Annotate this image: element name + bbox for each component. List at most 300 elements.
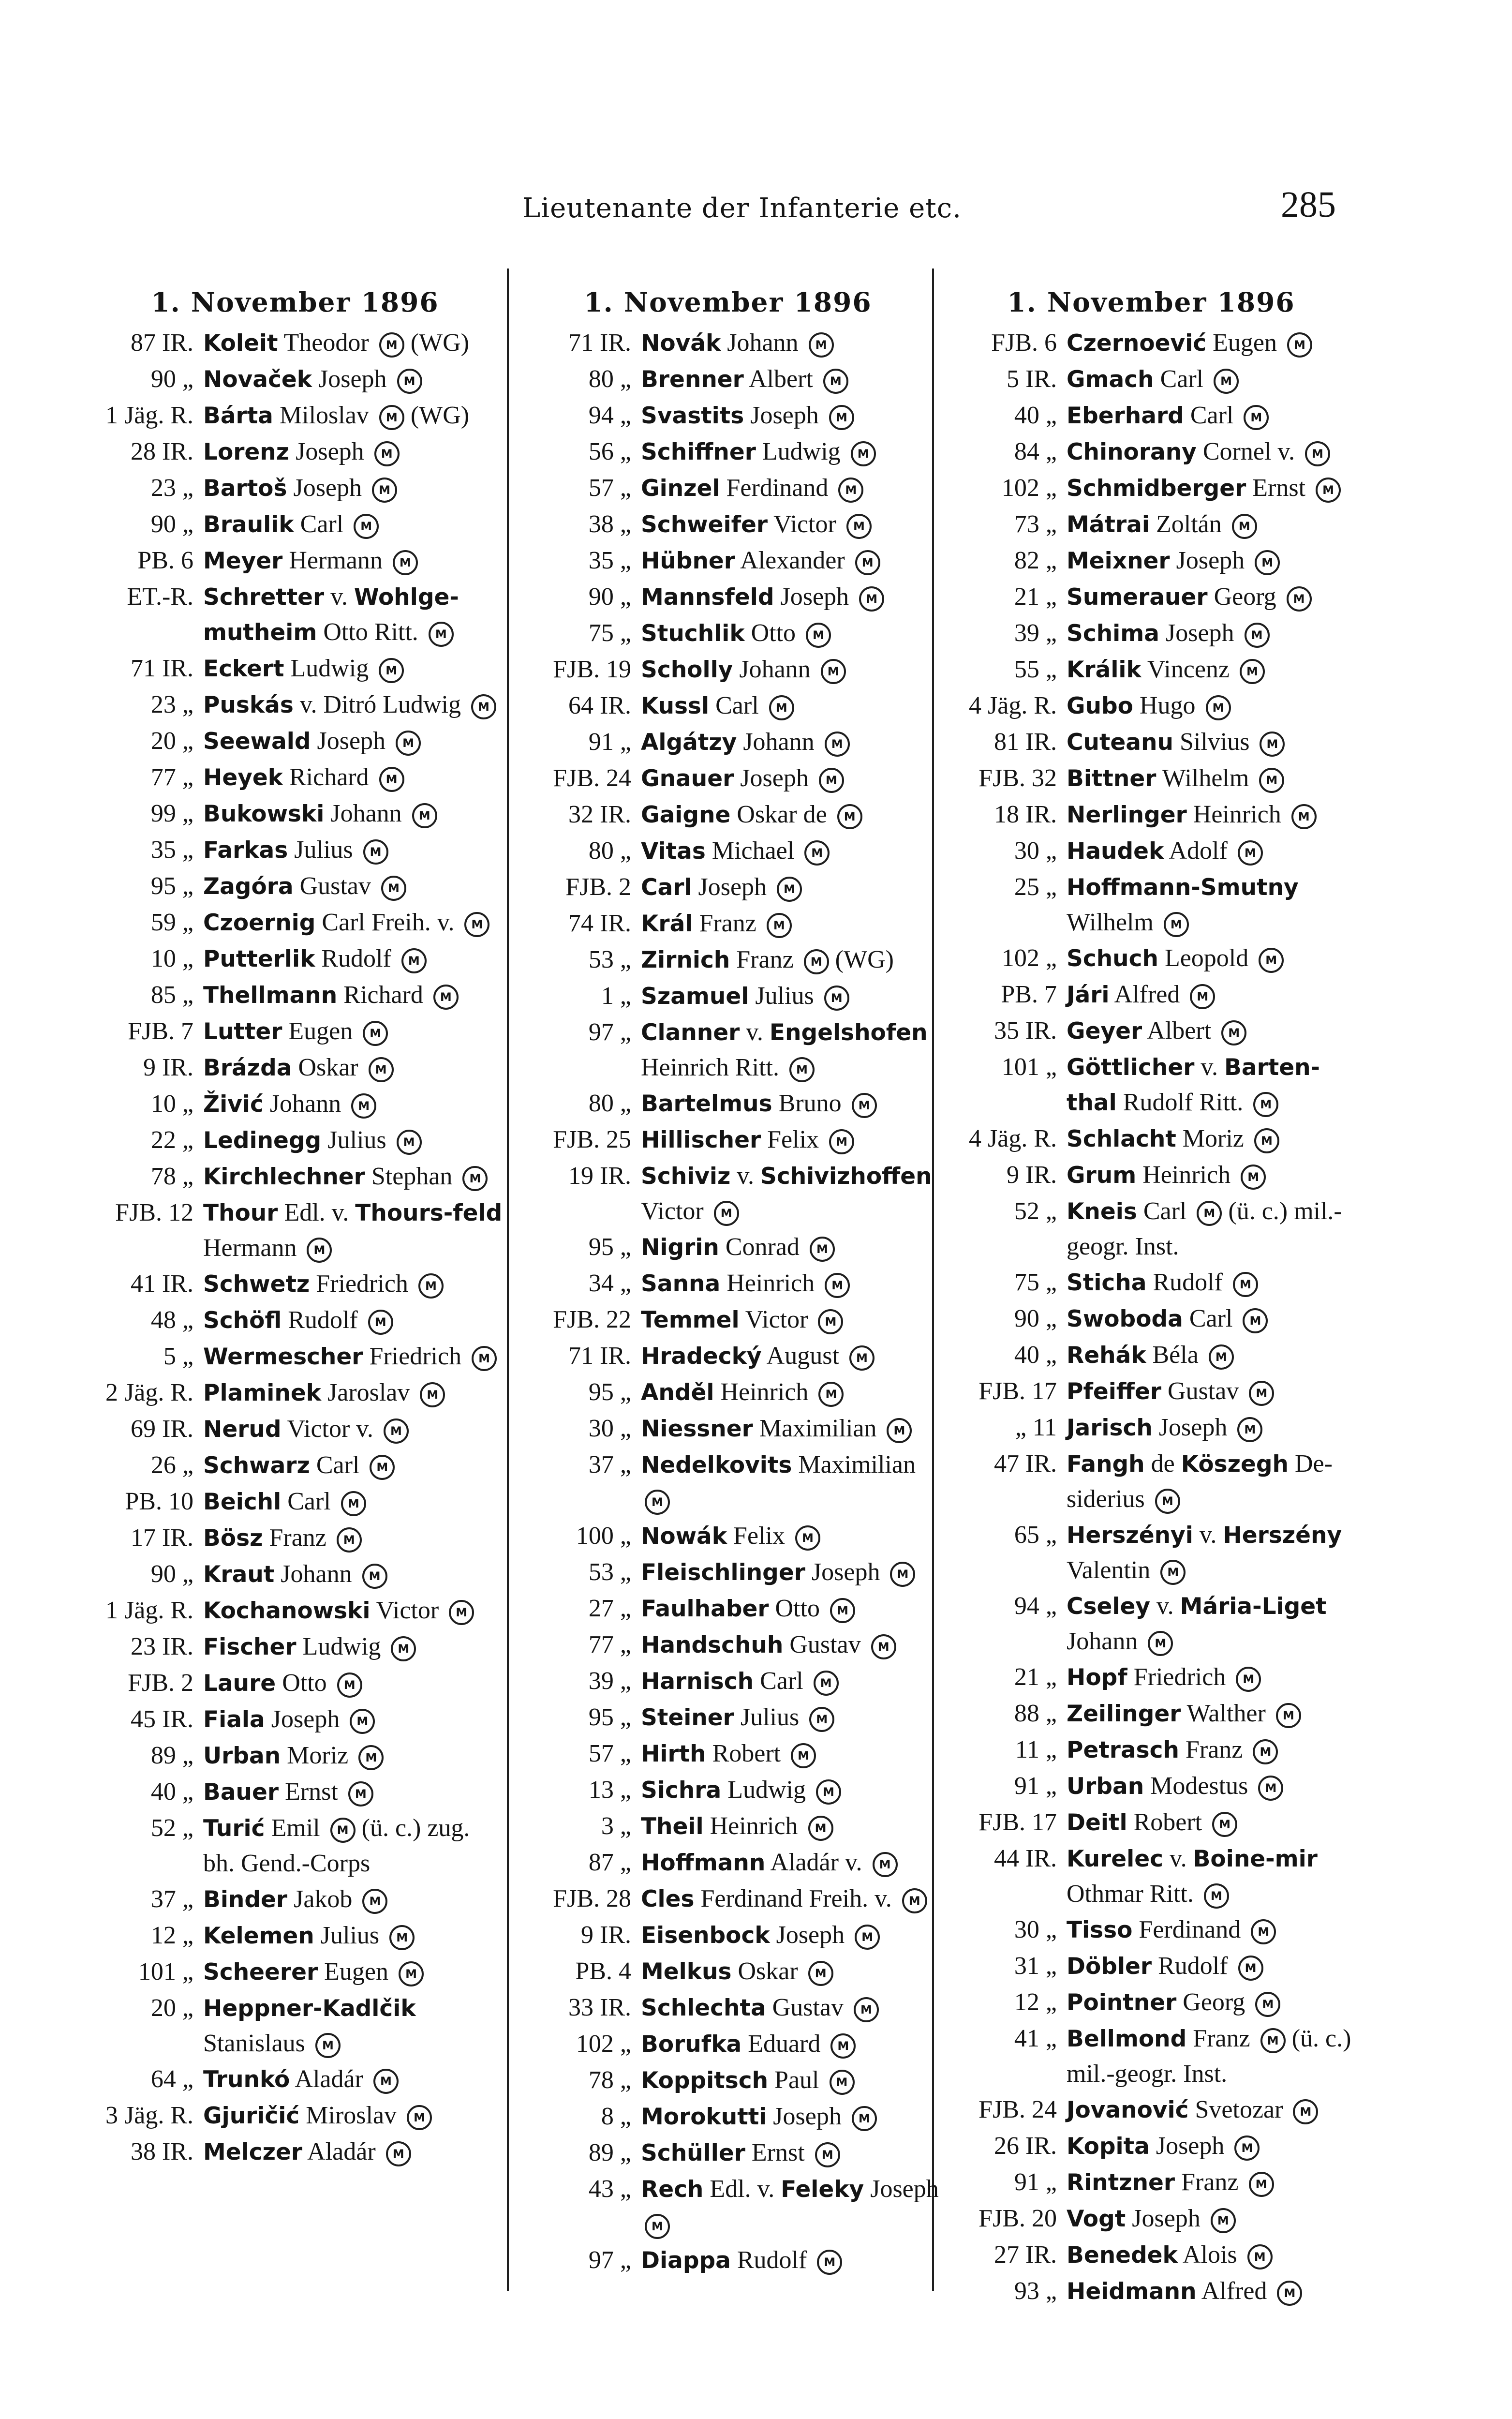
given-name: Miloslav <box>279 402 369 429</box>
circled-m-icon: M <box>363 1021 388 1046</box>
circled-m-icon: M <box>1206 695 1231 720</box>
given-name: Adolf <box>1169 837 1228 865</box>
surname: Schlechta <box>641 1995 766 2021</box>
list-item <box>950 2021 1352 2091</box>
given-name: Joseph <box>870 2175 939 2203</box>
circled-m-icon: M <box>824 986 849 1011</box>
column-2 <box>510 288 946 2320</box>
surname: Schuch <box>1067 945 1158 972</box>
given-name: v. Ditró Ludwig <box>299 691 461 718</box>
surname-part: Mária-Liget <box>1180 1593 1327 1620</box>
circled-m-icon: M <box>1251 1919 1276 1944</box>
unit-number: 35 „ <box>588 547 631 574</box>
officer-name <box>1067 471 1352 506</box>
given-name: Ludwig <box>762 438 841 465</box>
list-item <box>950 1158 1352 1193</box>
circled-m-icon: M <box>348 1781 373 1807</box>
circled-m-icon: M <box>369 1057 394 1082</box>
officer-name <box>203 2135 503 2170</box>
given-name: Richard <box>289 763 369 791</box>
officer-name <box>203 471 503 506</box>
unit-number: 65 „ <box>1014 1521 1057 1549</box>
unit-number: 80 „ <box>588 1090 631 1117</box>
list-item <box>87 1955 503 1990</box>
circled-m-icon: M <box>1211 2208 1236 2233</box>
list-item <box>87 1412 503 1447</box>
surname: Schlacht <box>1067 1126 1176 1152</box>
unit-number: 23 „ <box>150 474 193 502</box>
circled-m-icon: M <box>809 1707 834 1732</box>
unit-number: 91 „ <box>1014 2168 1057 2196</box>
unit-number: 9 IR. <box>143 1054 193 1081</box>
list-item <box>950 543 1352 579</box>
circled-m-icon: M <box>804 840 830 866</box>
given-name: v. <box>737 1162 761 1190</box>
unit-number: 26 „ <box>150 1451 193 1479</box>
officer-name <box>203 434 503 470</box>
list-item <box>950 941 1352 976</box>
officer-name <box>1067 1265 1352 1300</box>
unit-number: FJB. 19 <box>553 656 631 683</box>
given-name: Gustav <box>789 1631 861 1658</box>
surname: Fiala <box>203 1706 265 1733</box>
surname: Hirth <box>641 1741 706 1767</box>
surname: Nerlinger <box>1067 802 1187 828</box>
unit-number: FJB. 24 <box>553 764 631 792</box>
circled-m-icon: M <box>1214 369 1239 394</box>
officer-name <box>203 1882 503 1917</box>
list-item <box>87 471 503 506</box>
surname: Vogt <box>1067 2206 1126 2232</box>
circled-m-icon: M <box>397 369 422 394</box>
officer-name <box>203 362 503 397</box>
unit-number: 40 „ <box>150 1778 193 1806</box>
surname: Vitas <box>641 838 706 865</box>
given-name: Valentin <box>1067 1556 1151 1584</box>
unit-number: 89 „ <box>150 1742 193 1769</box>
list-item <box>87 1666 503 1701</box>
surname: Clanner <box>641 1019 740 1046</box>
circled-m-icon: M <box>464 912 489 937</box>
unit-number: 40 „ <box>1014 402 1057 429</box>
given-name: Johann <box>739 656 811 683</box>
circled-m-icon: M <box>1155 1489 1180 1514</box>
list-item <box>950 797 1352 833</box>
surname: Eckert <box>203 656 284 682</box>
given-name: Carl <box>1190 402 1234 429</box>
circled-m-icon: M <box>330 1818 356 1843</box>
list-item <box>87 1195 503 1266</box>
unit-number: 78 „ <box>588 2066 631 2094</box>
officer-name <box>641 434 946 470</box>
surname: Svastits <box>641 403 744 429</box>
list-item <box>510 398 946 433</box>
circled-m-icon: M <box>902 1888 927 1913</box>
surname: Schwetz <box>203 1271 310 1298</box>
list-item <box>510 1990 946 2026</box>
unit-number: 4 Jäg. R. <box>969 692 1057 719</box>
officer-name <box>641 1519 946 1554</box>
officer-name <box>1067 2201 1352 2237</box>
surname: Puskás <box>203 692 294 718</box>
given-name: Joseph <box>1158 1414 1228 1441</box>
unit-number: 101 „ <box>1001 1053 1057 1081</box>
unit-number: ET.-R. <box>127 583 193 611</box>
unit-number: 71 IR. <box>568 1342 631 1370</box>
list-item <box>950 1265 1352 1300</box>
surname: Scholly <box>641 657 733 683</box>
list-item <box>950 580 1352 615</box>
unit-number: FJB. 6 <box>991 329 1057 357</box>
list-item <box>950 1014 1352 1049</box>
circled-m-icon: M <box>1253 1092 1278 1117</box>
given-name: Wilhelm <box>1067 909 1154 936</box>
given-name: Heinrich <box>726 1269 815 1297</box>
unit-number: PB. 6 <box>137 547 193 574</box>
list-item <box>87 1629 503 1665</box>
given-name: Rudolf <box>1153 1269 1223 1296</box>
officer-name <box>641 2063 946 2098</box>
given-name: Ernst <box>1252 474 1306 502</box>
list-item <box>510 362 946 397</box>
given-name: Joseph <box>317 727 386 755</box>
given-name: Joseph <box>1156 2132 1225 2160</box>
unit-number: 56 „ <box>588 438 631 465</box>
list-item <box>950 1410 1352 1446</box>
list-item <box>87 2135 503 2170</box>
circled-m-icon: M <box>852 1093 877 1118</box>
surname: Bartoš <box>203 475 287 502</box>
list-item <box>510 1448 946 1518</box>
officer-name <box>641 580 946 615</box>
surname: Ginzel <box>641 475 720 502</box>
list-item <box>950 1589 1352 1659</box>
given-name: Albert <box>749 365 813 393</box>
list-item <box>87 1882 503 1917</box>
unit-number: PB. 7 <box>1001 981 1057 1008</box>
list-item <box>510 761 946 796</box>
given-name: Rudolf <box>321 945 391 972</box>
surname: Koppitsch <box>641 2067 769 2094</box>
surname: Wermescher <box>203 1344 363 1370</box>
unit-number: 84 „ <box>1014 438 1057 465</box>
unit-number: „ 11 <box>1015 1414 1057 1441</box>
given-name: Otto <box>282 1669 327 1697</box>
unit-number: FJB. 17 <box>978 1377 1057 1405</box>
surname: Grum <box>1067 1162 1137 1189</box>
unit-number: 95 „ <box>588 1378 631 1406</box>
unit-number: 87 „ <box>588 1849 631 1876</box>
column-divider <box>507 269 509 2291</box>
circled-m-icon: M <box>1259 768 1284 793</box>
unit-number: 102 „ <box>1001 944 1057 972</box>
officer-name <box>641 2172 946 2242</box>
circled-m-icon: M <box>389 1925 415 1950</box>
circled-m-icon: M <box>830 2070 855 2095</box>
list-item <box>87 833 503 868</box>
given-name: Victor <box>641 1197 704 1225</box>
surname: Cles <box>641 1886 695 1912</box>
surname: Morokutti <box>641 2104 767 2130</box>
officer-name <box>641 326 946 361</box>
unit-number: 5 „ <box>163 1343 193 1370</box>
unit-number: 32 IR. <box>568 801 631 828</box>
circled-m-icon: M <box>350 1709 375 1734</box>
circled-m-icon: M <box>809 332 834 358</box>
given-name: Theodor <box>283 329 369 357</box>
officer-name <box>1067 1447 1352 1517</box>
list-item <box>87 434 503 470</box>
given-name: Joseph <box>780 583 849 611</box>
circled-m-icon: M <box>449 1600 474 1625</box>
list-item <box>87 1593 503 1628</box>
list-item <box>87 869 503 904</box>
given-name: Carl <box>760 1667 803 1695</box>
officer-name <box>641 398 946 433</box>
officer-name <box>1067 1410 1352 1446</box>
unit-number: 69 IR. <box>131 1415 193 1443</box>
circled-m-icon: M <box>1236 1667 1261 1692</box>
unit-number: 3 „ <box>601 1812 631 1840</box>
list-item <box>510 1266 946 1301</box>
circled-m-icon: M <box>804 949 829 974</box>
officer-name <box>641 1015 946 1085</box>
unit-number: 85 „ <box>150 981 193 1009</box>
circled-m-icon: M <box>462 1166 488 1191</box>
list-item <box>510 1339 946 1374</box>
list-item <box>950 507 1352 542</box>
unit-number: FJB. 2 <box>565 873 631 901</box>
list-item <box>87 507 503 542</box>
officer-name <box>203 1991 503 2061</box>
given-name: Eduard <box>748 2030 821 2058</box>
given-name: Victor <box>376 1597 439 1624</box>
surname: Zagóra <box>203 873 294 900</box>
list-item <box>510 1122 946 1158</box>
given-name: Eugen <box>1213 329 1277 357</box>
officer-name <box>203 1014 503 1049</box>
given-name: Gustav <box>772 1994 844 2021</box>
surname: Borufka <box>641 2031 742 2058</box>
unit-number: 26 IR. <box>994 2132 1057 2160</box>
officer-name <box>1067 2238 1352 2273</box>
surname: Seewald <box>203 728 311 755</box>
list-item <box>950 326 1352 361</box>
officer-name <box>641 1845 946 1881</box>
page-header <box>0 184 1512 237</box>
unit-number: 12 „ <box>1014 1988 1057 2016</box>
list-item <box>510 797 946 833</box>
officer-name <box>1067 1338 1352 1373</box>
circled-m-icon: M <box>1254 1128 1279 1153</box>
given-name: Cornel v. <box>1202 438 1295 465</box>
officer-name <box>641 2027 946 2062</box>
list-item <box>950 1338 1352 1373</box>
circled-m-icon: M <box>859 586 884 612</box>
surname: Czernoević <box>1067 330 1207 357</box>
officer-name <box>1067 797 1352 833</box>
list-item <box>510 1736 946 1772</box>
unit-number: 95 „ <box>588 1703 631 1731</box>
circled-m-icon: M <box>1234 2135 1260 2161</box>
list-item <box>87 1918 503 1954</box>
surname: Schmidberger <box>1067 475 1246 502</box>
list-item <box>510 326 946 361</box>
circled-m-icon: M <box>396 731 421 756</box>
circled-m-icon: M <box>817 2250 842 2275</box>
list-item <box>950 2201 1352 2237</box>
officer-name <box>1067 1912 1352 1948</box>
officer-name <box>203 941 503 977</box>
given-name: Joseph <box>293 474 362 502</box>
circled-m-icon: M <box>1293 2099 1318 2124</box>
given-name: Eugen <box>324 1958 389 1986</box>
list-item <box>950 1050 1352 1120</box>
list-item <box>510 1015 946 1085</box>
list-item <box>510 2135 946 2171</box>
officer-name <box>641 507 946 542</box>
given-name: Heinrich <box>1193 801 1281 828</box>
surname: Göttlicher <box>1067 1054 1195 1081</box>
list-item <box>87 1339 503 1374</box>
circled-m-icon: M <box>1148 1631 1173 1656</box>
unit-number: PB. 10 <box>125 1488 193 1515</box>
unit-number: FJB. 2 <box>128 1669 193 1697</box>
given-name: Ernst <box>285 1778 338 1806</box>
surname: Plaminek <box>203 1380 321 1406</box>
circled-m-icon: M <box>830 2033 856 2059</box>
officer-name <box>641 1555 946 1590</box>
unit-number: 39 „ <box>1014 619 1057 647</box>
officer-name <box>641 1266 946 1301</box>
circled-m-icon: M <box>1276 1703 1301 1728</box>
officer-name <box>1067 725 1352 760</box>
list-item <box>510 2099 946 2135</box>
unit-number: 95 „ <box>150 872 193 900</box>
unit-number: 22 „ <box>150 1126 193 1154</box>
unit-number: FJB. 25 <box>553 1126 631 1153</box>
surname: Rintzner <box>1067 2169 1175 2196</box>
given-name: Friedrich <box>369 1343 462 1370</box>
unit-number: 57 „ <box>588 1740 631 1767</box>
list-item <box>87 1375 503 1411</box>
unit-number: 27 „ <box>588 1595 631 1622</box>
circled-m-icon: M <box>373 2069 399 2094</box>
given-name: Johann <box>727 329 799 357</box>
surname: Nedelkovits <box>641 1452 792 1478</box>
circled-m-icon: M <box>1244 405 1269 430</box>
list-item <box>950 2129 1352 2164</box>
given-name: v. <box>1156 1592 1180 1620</box>
surname: Gubo <box>1067 693 1133 719</box>
unit-number: 102 „ <box>576 2030 631 2058</box>
surname: Král <box>641 911 693 937</box>
surname-part: Thours-feld <box>355 1200 503 1226</box>
list-item <box>87 796 503 832</box>
circled-m-icon: M <box>418 1273 444 1299</box>
officer-name <box>641 2135 946 2171</box>
officer-name <box>1067 2165 1352 2200</box>
given-name: Gustav <box>299 872 371 900</box>
list-item <box>510 1375 946 1410</box>
unit-number: 5 IR. <box>1007 365 1057 393</box>
unit-number: 64 IR. <box>568 692 631 719</box>
surname: Jarisch <box>1067 1415 1153 1441</box>
given-name: Othmar Ritt. <box>1067 1880 1194 1908</box>
surname: Braulik <box>203 511 294 538</box>
unit-number: 78 „ <box>150 1163 193 1190</box>
circled-m-icon: M <box>1255 550 1280 575</box>
officer-name <box>1067 1121 1352 1157</box>
list-item <box>87 2062 503 2097</box>
list-item <box>950 2238 1352 2273</box>
list-item <box>510 1230 946 1265</box>
circled-m-icon: M <box>399 1961 424 1986</box>
officer-name <box>203 1159 503 1195</box>
unit-number: 41 IR. <box>131 1270 193 1298</box>
given-name: Ferdinand Freih. v. <box>700 1885 892 1912</box>
given-name: Moriz <box>1182 1125 1244 1152</box>
given-name: Hermann <box>203 1234 297 1262</box>
circled-m-icon: M <box>1316 478 1341 503</box>
surname: Hopf <box>1067 1664 1127 1691</box>
circled-m-icon: M <box>1260 732 1285 757</box>
surname: Theil <box>641 1813 704 1840</box>
given-name: Victor <box>745 1306 808 1333</box>
circled-m-icon: M <box>381 876 406 901</box>
given-name: Joseph <box>318 365 387 393</box>
list-item <box>87 326 503 361</box>
officer-name <box>641 797 946 833</box>
given-name: Joseph <box>1165 619 1234 647</box>
circled-m-icon: M <box>830 1598 855 1623</box>
surname: Trunkó <box>203 2066 290 2093</box>
circled-m-icon: M <box>420 1382 445 1407</box>
unit-number: 75 „ <box>588 619 631 647</box>
surname: Melczer <box>203 2139 303 2165</box>
officer-name <box>203 2062 503 2097</box>
list-item <box>87 1738 503 1774</box>
surname: Sanna <box>641 1270 721 1297</box>
circled-m-icon: M <box>767 913 792 938</box>
list-item <box>87 1557 503 1592</box>
unit-number: 89 „ <box>588 2139 631 2166</box>
list-item <box>950 1660 1352 1695</box>
unit-number: 38 „ <box>588 510 631 538</box>
surname: Kneis <box>1067 1198 1137 1225</box>
officer-name <box>641 1339 946 1374</box>
given-name: Johann <box>743 728 815 756</box>
circled-m-icon: M <box>372 478 397 503</box>
given-name: Ferdinand <box>726 474 829 502</box>
list-item <box>510 906 946 941</box>
unit-number: 13 „ <box>588 1776 631 1804</box>
circled-m-icon: M <box>890 1562 915 1587</box>
given-name: Carl <box>715 692 759 719</box>
given-name: Carl <box>1143 1197 1187 1225</box>
circled-m-icon: M <box>337 1672 362 1698</box>
circled-m-icon: M <box>821 659 846 684</box>
unit-number: 30 „ <box>588 1415 631 1442</box>
surname: Pfeiffer <box>1067 1378 1162 1405</box>
surname: Kurelec <box>1067 1846 1163 1872</box>
officer-name <box>641 1990 946 2026</box>
circled-m-icon: M <box>818 1382 844 1407</box>
given-name: Franz <box>269 1524 326 1552</box>
unit-number: 10 „ <box>150 1090 193 1118</box>
officer-name <box>1067 1841 1352 1911</box>
unit-number: 10 „ <box>150 945 193 972</box>
